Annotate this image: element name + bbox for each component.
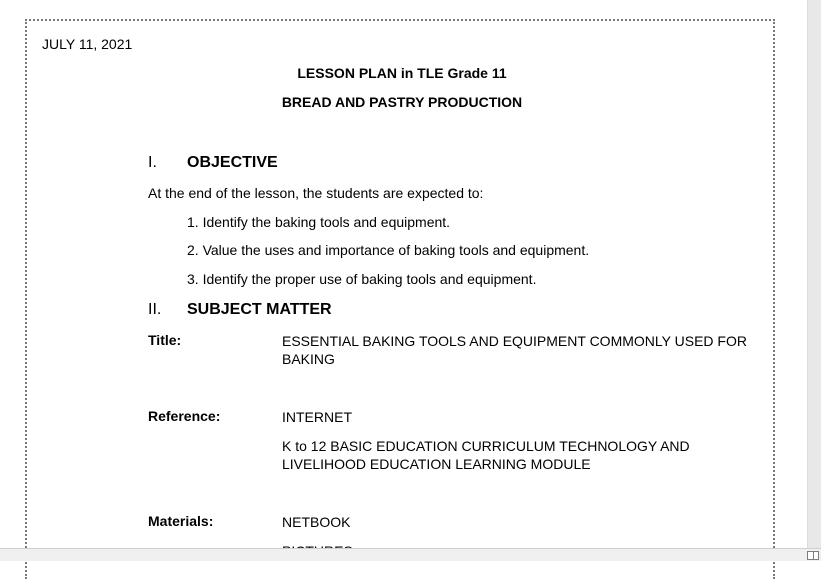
objective-item: 3. Identify the proper use of baking tools and equipment. [187,271,537,287]
section2-heading: SUBJECT MATTER [187,301,332,318]
title-value: ESSENTIAL BAKING TOOLS AND EQUIPMENT COMMONLY USED FOR BAKING [282,333,747,367]
book-view-icon[interactable] [807,551,819,560]
lesson-plan-title: LESSON PLAN in TLE Grade 11 [297,65,507,81]
lesson-plan-subtitle: BREAD AND PASTRY PRODUCTION [281,94,523,110]
section1-number: I. [148,154,157,171]
objective-intro: At the end of the lesson, the students are expected to: [148,185,484,201]
status-bar [0,548,821,561]
materials-label: Materials: [148,513,214,529]
objective-item: 1. Identify the baking tools and equipment. [187,214,451,230]
section2-number: II. [148,301,162,318]
materials-value: NETBOOK [282,514,351,530]
section1-heading: OBJECTIVE [187,154,278,171]
objective-item: 2. Value the uses and importance of baking tools and equipment. [187,242,590,258]
title-label: Title: [148,332,182,348]
document-date: JULY 11, 2021 [42,36,133,52]
vertical-scrollbar[interactable] [807,0,821,549]
reference-label: Reference: [148,408,221,424]
reference-value: K to 12 BASIC EDUCATION CURRICULUM TECHNOLOGY AND LIVELIHOOD EDUCATION LEARNING MODULE [282,438,690,472]
document-page[interactable] [25,19,775,579]
reference-value: INTERNET [282,409,352,425]
